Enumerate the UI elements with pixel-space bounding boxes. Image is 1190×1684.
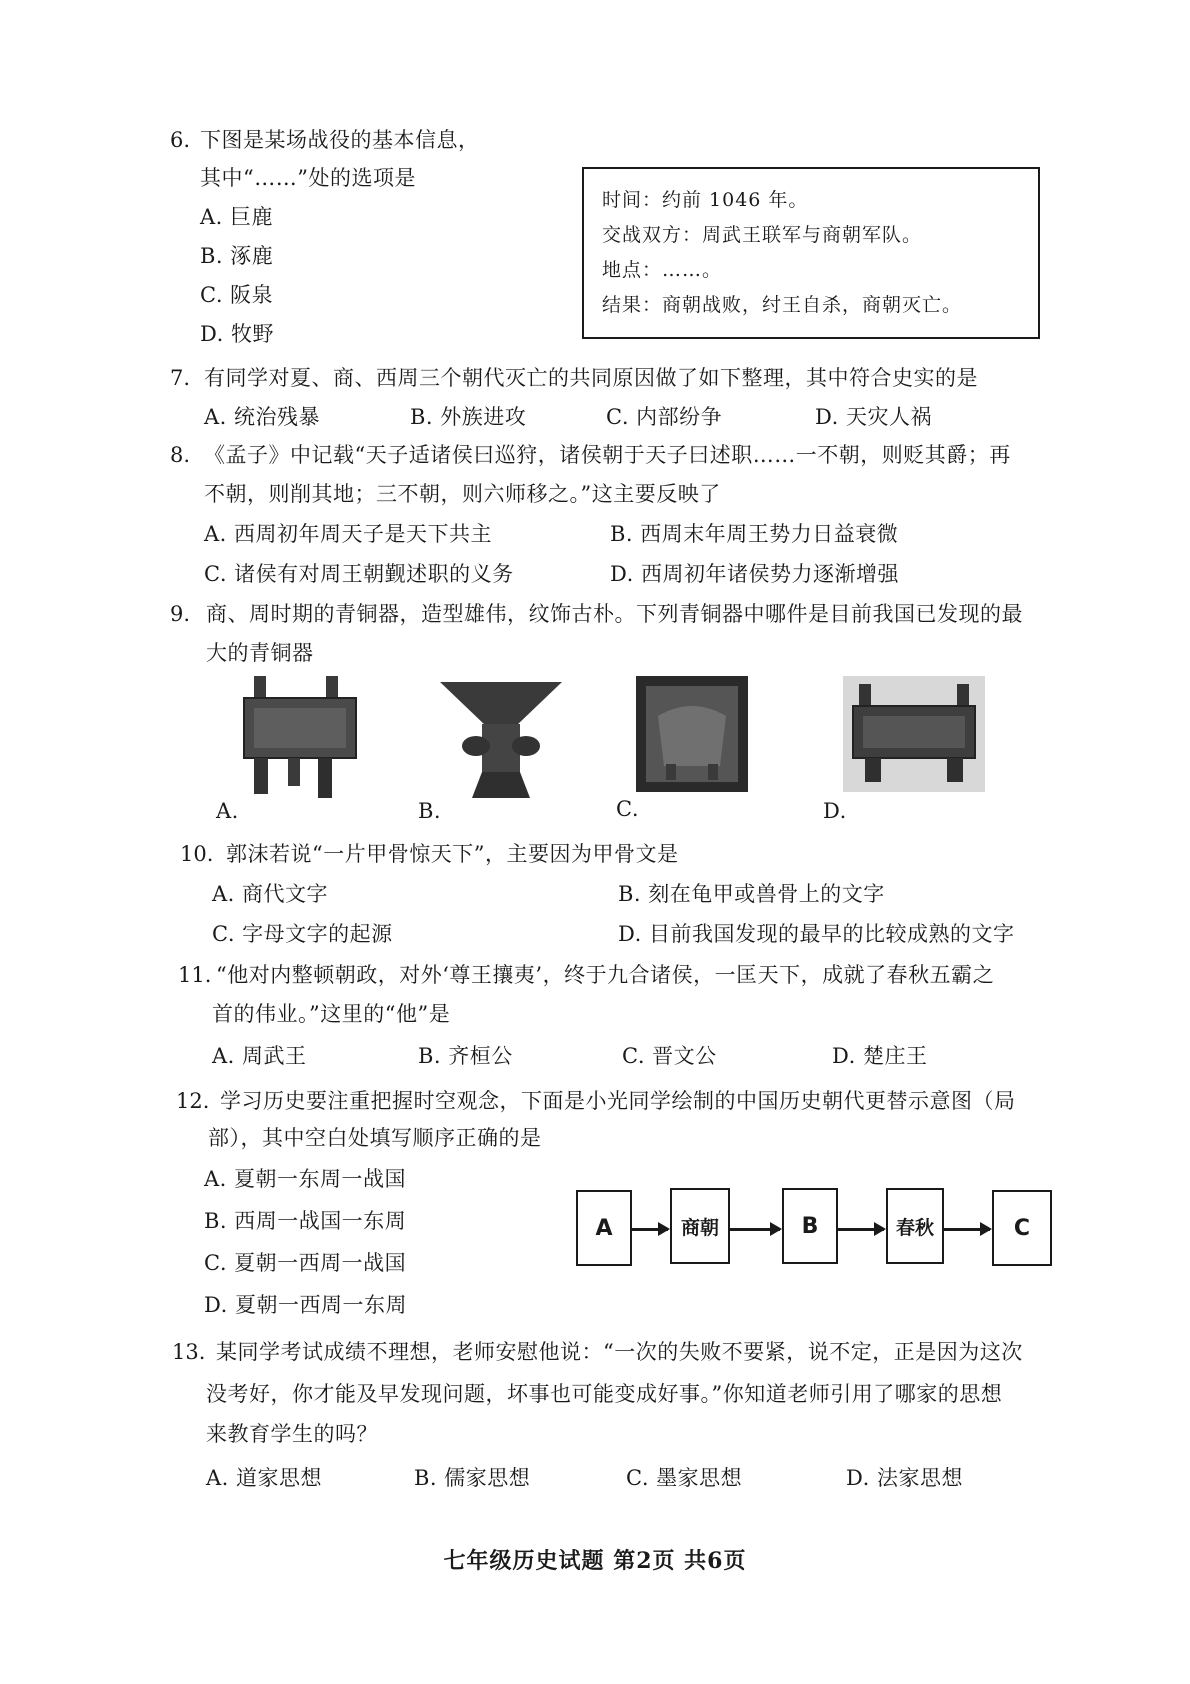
bronze-vessel-d-image (843, 676, 985, 792)
flow-arrow-4 (944, 1228, 990, 1231)
flow-arrow-3 (838, 1228, 884, 1231)
q13-option-c: C. 墨家思想 (626, 1466, 743, 1490)
q8-option-c: C. 诸侯有对周王朝觐述职的义务 (204, 562, 514, 586)
q12-stem-line2: 部），其中空白处填写顺序正确的是 (208, 1126, 542, 1150)
q6-option-d: D. 牧野 (200, 322, 274, 346)
q7-option-b: B. 外族进攻 (410, 405, 527, 429)
q13-number: 13. (172, 1340, 206, 1364)
q8-option-a: A. 西周初年周天子是天下共主 (204, 522, 493, 546)
q13-stem-line1: 某同学考试成绩不理想，老师安慰他说：“一次的失败不要紧，说不定，正是因为这次 (216, 1340, 1023, 1364)
flow-box-chunqiu: 春秋 (886, 1188, 944, 1264)
flow-arrow-1 (632, 1228, 668, 1231)
q12-number: 12. (176, 1089, 210, 1113)
q13-stem-line2: 没考好，你才能及早发现问题，坏事也可能变成好事。”你知道老师引用了哪家的思想 (206, 1382, 1003, 1406)
q10-stem: 郭沫若说“一片甲骨惊天下”，主要因为甲骨文是 (226, 842, 679, 866)
q6-stem-line2: 其中“……”处的选项是 (200, 166, 416, 190)
q9-label-a: A. (216, 799, 239, 823)
q7-option-d: D. 天灾人祸 (815, 405, 932, 429)
q6-stem-line1: 下图是某场战役的基本信息， (200, 128, 480, 152)
q13-option-a: A. 道家思想 (206, 1466, 323, 1490)
q8-stem-line2: 不朝，则削其地；三不朝，则六师移之。”这主要反映了 (204, 482, 721, 506)
battle-info-box (582, 167, 1040, 339)
q13-option-d: D. 法家思想 (846, 1466, 963, 1490)
q10-option-d: D. 目前我国发现的最早的比较成熟的文字 (618, 922, 1015, 946)
bronze-vessel-a-image (240, 672, 360, 802)
flow-box-c: C (992, 1190, 1052, 1266)
q9-label-c: C. (616, 797, 639, 821)
q11-option-d: D. 楚庄王 (832, 1044, 928, 1068)
q8-number: 8. (170, 443, 191, 467)
q7-stem: 有同学对夏、商、西周三个朝代灭亡的共同原因做了如下整理，其中符合史实的是 (204, 366, 978, 390)
q11-number: 11. (178, 963, 212, 987)
q9-number: 9. (170, 602, 191, 626)
q8-option-d: D. 西周初年诸侯势力逐渐增强 (610, 562, 899, 586)
q6-option-c: C. 阪泉 (200, 283, 274, 307)
q11-option-c: C. 晋文公 (622, 1044, 717, 1068)
flow-box-b: B (782, 1188, 838, 1264)
q8-option-b: B. 西周末年周王势力日益衰微 (610, 522, 899, 546)
q7-option-a: A. 统治残暴 (204, 405, 321, 429)
q8-stem-line1: 《孟子》中记载“天子适诸侯曰巡狩，诸侯朝于天子曰述职……一不朝，则贬其爵；再 (204, 443, 1011, 467)
q6-number: 6. (170, 128, 191, 152)
flow-arrow-2 (730, 1228, 780, 1231)
q7-number: 7. (170, 366, 191, 390)
q9-stem-line1: 商、周时期的青铜器，造型雄伟，纹饰古朴。下列青铜器中哪件是目前我国已发现的最 (206, 602, 1023, 626)
flow-box-a: A (576, 1190, 632, 1266)
q11-option-a: A. 周武王 (212, 1044, 307, 1068)
bronze-vessel-b-image (436, 676, 566, 801)
q10-option-c: C. 字母文字的起源 (212, 922, 393, 946)
q13-stem-line3: 来教育学生的吗？ (206, 1422, 378, 1446)
bronze-vessel-c-image (636, 676, 748, 792)
q11-option-b: B. 齐桓公 (418, 1044, 513, 1068)
battle-info-result: 结果：商朝战败，纣王自杀，商朝灭亡。 (602, 294, 963, 316)
battle-info-time: 时间：约前 1046 年。 (602, 189, 809, 211)
q13-option-b: B. 儒家思想 (414, 1466, 531, 1490)
q11-stem-line1: “他对内整顿朝政，对外‘尊王攘夷’，终于九合诸侯，一匡天下，成就了春秋五霸之 (216, 963, 995, 987)
flow-box-shang: 商朝 (670, 1188, 730, 1264)
q10-number: 10. (180, 842, 214, 866)
battle-info-sides: 交战双方：周武王联军与商朝军队。 (602, 224, 923, 246)
q6-option-b: B. 涿鹿 (200, 244, 274, 268)
q12-option-d: D. 夏朝一西周一东周 (204, 1293, 407, 1317)
page-footer: 七年级历史试题 第2页 共6页 (443, 1548, 747, 1574)
q12-stem-line1: 学习历史要注重把握时空观念，下面是小光同学绘制的中国历史朝代更替示意图（局 (220, 1089, 1016, 1113)
battle-info-place: 地点：……。 (602, 259, 723, 281)
q11-stem-line2: 首的伟业。”这里的“他”是 (212, 1002, 451, 1026)
q12-option-c: C. 夏朝一西周一战国 (204, 1251, 407, 1275)
q10-option-a: A. 商代文字 (212, 882, 329, 906)
q10-option-b: B. 刻在龟甲或兽骨上的文字 (618, 882, 885, 906)
q12-option-b: B. 西周一战国一东周 (204, 1209, 407, 1233)
q9-label-d: D. (823, 799, 847, 823)
q9-label-b: B. (418, 799, 442, 823)
q9-stem-line2: 大的青铜器 (206, 641, 314, 665)
q7-option-c: C. 内部纷争 (606, 405, 723, 429)
q12-option-a: A. 夏朝一东周一战国 (204, 1167, 407, 1191)
q6-option-a: A. 巨鹿 (200, 205, 274, 229)
